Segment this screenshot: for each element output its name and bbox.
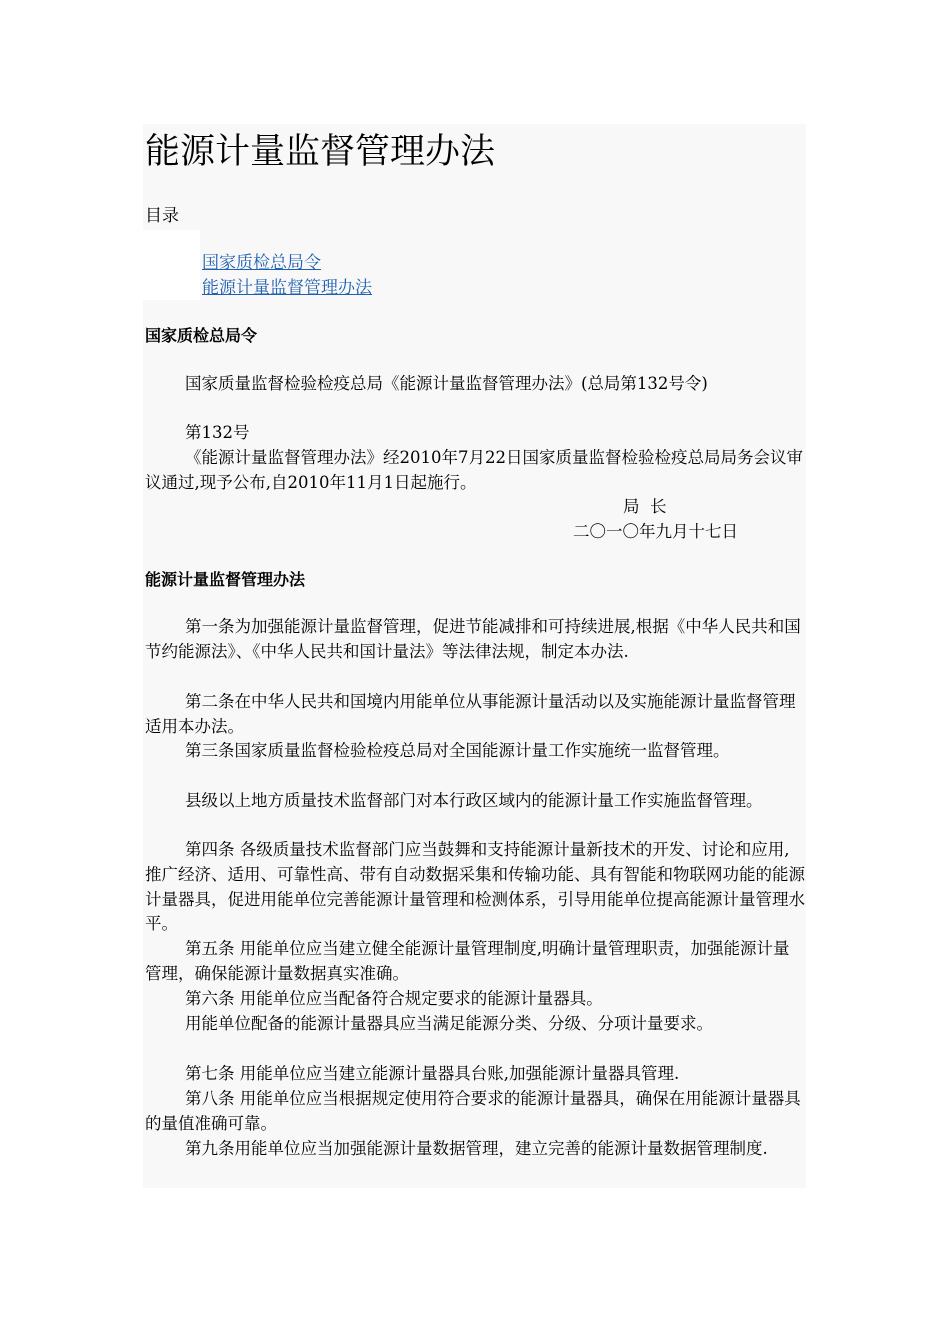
section-heading-measures: 能源计量监督管理办法 [145, 570, 306, 589]
article-paragraph: 第八条 用能单位应当根据规定使用符合要求的能源计量器具，确保在用能源计量器具的量值准确可靠。 [145, 1089, 801, 1133]
article-paragraph: 第六条 用能单位应当配备符合规定要求的能源计量器具。 [185, 989, 603, 1008]
article-paragraph: 第五条 用能单位应当建立健全能源计量管理制度,明确计量管理职责，加强能源计量管理，确保能源计量数据真实准确。 [145, 939, 790, 983]
signatory: 局 长 [623, 497, 667, 516]
article-paragraph: 用能单位配备的能源计量器具应当满足能源分类、分级、分项计量要求。 [185, 1014, 713, 1033]
article-paragraph: 第三条国家质量监督检验检疫总局对全国能源计量工作实施统一监督管理。 [185, 741, 730, 760]
section-heading-order: 国家质检总局令 [145, 326, 258, 345]
article-paragraph: 第一条为加强能源计量监督管理，促进节能减排和可持续进展,根据《中华人民共和国节约能源法》、《中华人民共和国计量法》等法律法规，制定本办法. [145, 617, 801, 661]
article-paragraph: 第九条用能单位应当加强能源计量数据管理，建立完善的能源计量数据管理制度. [185, 1139, 768, 1158]
article-paragraph: 第四条 各级质量技术监督部门应当鼓舞和支持能源计量新技术的开发、讨论和应用,推广经济、适用、可靠性高、带有自动数据采集和传输功能、具有智能和物联网功能的能源计量器具，促进用能单位完善能源计量管理和检测体系，引导用能单位提高能源计量管理水平。 [145, 840, 805, 934]
signature-date: 二〇一〇年九月十七日 [573, 522, 738, 541]
toc-link-measures[interactable]: 能源计量监督管理办法 [202, 278, 372, 298]
paragraph: 第132号 [185, 423, 250, 442]
toc-indent-area [143, 230, 200, 300]
article-paragraph: 第七条 用能单位应当建立能源计量器具台账,加强能源计量器具管理. [185, 1064, 680, 1083]
toc-label: 目录 [145, 206, 179, 226]
article-paragraph: 县级以上地方质量技术监督部门对本行政区域内的能源计量工作实施监督管理。 [185, 791, 763, 810]
toc-link-order[interactable]: 国家质检总局令 [202, 253, 321, 273]
paragraph: 《能源计量监督管理办法》经2010年7月22日国家质量监督检验检疫总局局务会议审议通过,现予公布,自2010年11月1日起施行。 [145, 448, 803, 492]
paragraph: 国家质量监督检验检疫总局《能源计量监督管理办法》(总局第132号令) [185, 374, 708, 393]
article-paragraph: 第二条在中华人民共和国境内用能单位从事能源计量活动以及实施能源计量监督管理适用本办法。 [145, 692, 796, 736]
document-title: 能源计量监督管理办法 [145, 132, 496, 172]
